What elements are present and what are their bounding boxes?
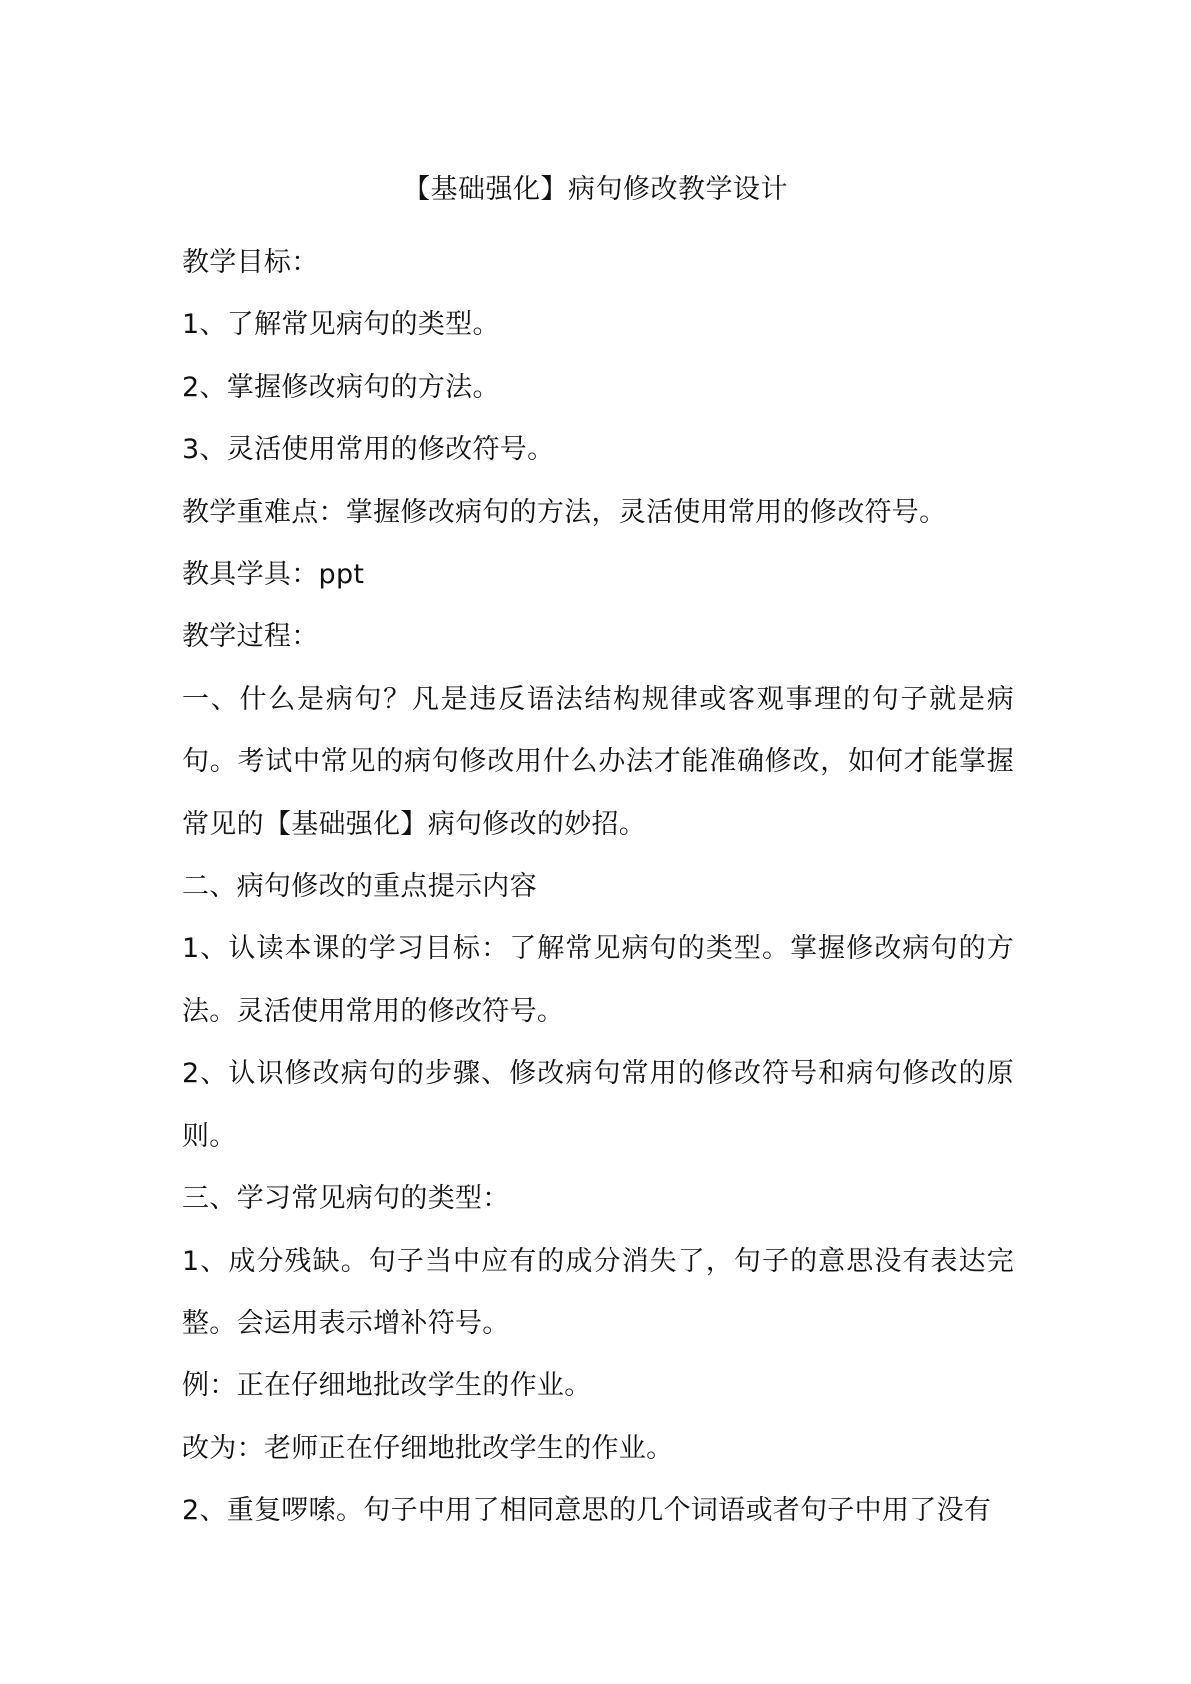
paragraph-teaching-aids: 教具学具：ppt: [182, 559, 365, 591]
paragraph-goal-2: 2、掌握修改病句的方法。: [182, 371, 500, 403]
paragraph-section-1: 一、什么是病句？凡是违反语法结构规律或客观事理的句子就是病句。考试中常见的病句修改用什么办法才能准确修改，如何才能掌握常见的【基础强化】病句修改的妙招。: [182, 683, 1014, 840]
document-title: 【基础强化】病句修改教学设计: [403, 174, 788, 205]
paragraph-example: 例：正在仔细地批改学生的作业。: [182, 1370, 592, 1402]
paragraph-section-2-heading: 二、病句修改的重点提示内容: [182, 871, 537, 903]
paragraph-key-points: 教学重难点：掌握修改病句的方法，灵活使用常用的修改符号。: [182, 496, 947, 528]
paragraph-correction: 改为：老师正在仔细地批改学生的作业。: [182, 1432, 674, 1464]
paragraph-section-2-item-2: 2、认识修改病句的步骤、修改病句常用的修改符号和病句修改的原则。: [182, 1058, 1014, 1152]
paragraph-section-2-item-1: 1、认读本课的学习目标：了解常见病句的类型。掌握修改病句的方法。灵活使用常用的修改符号。: [182, 933, 1014, 1027]
paragraph-teaching-goals-heading: 教学目标：: [182, 247, 319, 278]
paragraph-type-2: 2、重复啰嗦。句子中用了相同意思的几个词语或者句子中用了没有: [182, 1495, 992, 1527]
paragraph-goal-1: 1、了解常见病句的类型。: [182, 309, 500, 341]
paragraph-process-heading: 教学过程：: [182, 621, 319, 653]
paragraph-type-1: 1、成分残缺。句子当中应有的成分消失了，句子的意思没有表达完整。会运用表示增补符号。: [182, 1245, 1014, 1339]
paragraph-goal-3: 3、灵活使用常用的修改符号。: [182, 434, 555, 466]
paragraph-section-3-heading: 三、学习常见病句的类型：: [182, 1183, 510, 1215]
document-body: [182, 232, 1014, 1543]
